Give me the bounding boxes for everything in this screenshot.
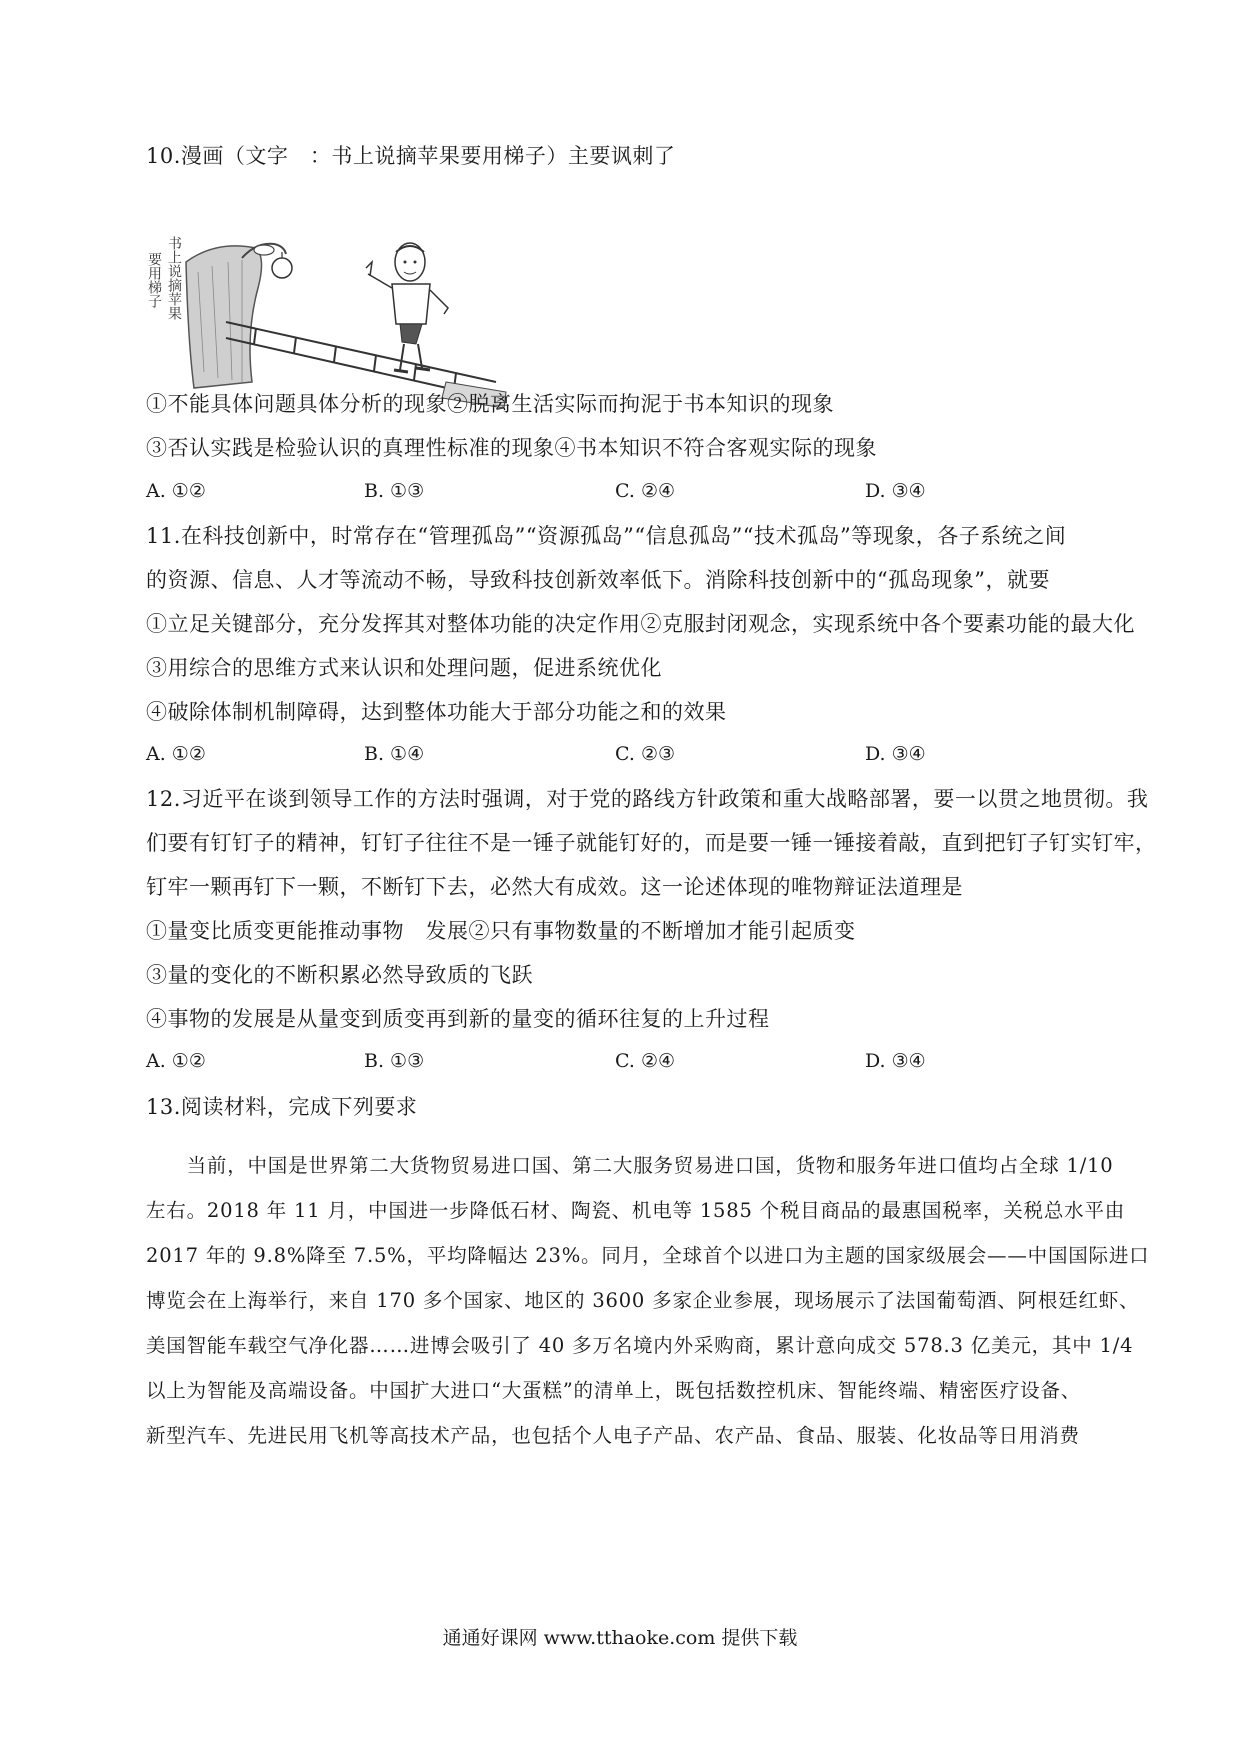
q12-stem-line-2: 们要有钉钉子的精神，钉钉子往往不是一锤子就能钉好的，而是要一锤一锤接着敲，直到把钉子钉实钉牢， — [146, 831, 1157, 855]
q11-option-b[interactable]: B. ①④ — [364, 743, 425, 765]
q13-material-line-6: 以上为智能及高端设备。中国扩大进口“大蛋糕”的清单上，既包括数控机床、智能终端、精密医疗设备、 — [146, 1379, 1082, 1402]
cartoon-caption-col2: 要用梯子 — [146, 252, 162, 308]
q13-material-line-1: 当前，中国是世界第二大货物贸易进口国、第二大服务贸易进口国，货物和服务年进口值均占全球 1/10 — [146, 1154, 1114, 1177]
q10-statement-1: ①不能具体问题具体分析的现象②脱离生活实际而拘泥于书本知识的现象 — [146, 392, 834, 416]
q11-stem-line-1: 11.在科技创新中，时常存在“管理孤岛”“资源孤岛”“信息孤岛”“技术孤岛”等现象，各子系统之间 — [146, 524, 1067, 548]
cartoon-caption-col1: 书上说摘苹果 — [166, 236, 182, 320]
q13-stem: 13.阅读材料，完成下列要求 — [146, 1095, 418, 1119]
q12-option-a[interactable]: A. ①② — [146, 1050, 206, 1072]
q12-option-d[interactable]: D. ③④ — [865, 1050, 926, 1072]
q11-option-c[interactable]: C. ②③ — [615, 743, 676, 765]
q12-option-c[interactable]: C. ②④ — [615, 1050, 676, 1072]
q12-option-b[interactable]: B. ①③ — [364, 1050, 425, 1072]
page-footer[interactable]: 通通好课网 www.tthaoke.com 提供下载 — [442, 1627, 798, 1649]
q10-option-b[interactable]: B. ①③ — [364, 480, 425, 502]
q10-option-d[interactable]: D. ③④ — [865, 480, 926, 502]
q11-stem-line-2: 的资源、信息、人才等流动不畅，导致科技创新效率低下。消除科技创新中的“孤岛现象”，就要 — [146, 568, 1050, 592]
q10-option-c[interactable]: C. ②④ — [615, 480, 676, 502]
q11-option-a[interactable]: A. ①② — [146, 743, 206, 765]
q12-statement-2: ③量的变化的不断积累必然导致质的飞跃 — [146, 963, 533, 987]
q12-statement-1: ①量变比质变更能推动事物 发展②只有事物数量的不断增加才能引起质变 — [146, 919, 856, 943]
q13-material-line-3: 2017 年的 9.8%降至 7.5%，平均降幅达 23%。同月，全球首个以进口为主题的国家级展会——中国国际进口 — [146, 1244, 1150, 1267]
q11-statement-3: ④破除体制机制障碍，达到整体功能大于部分功能之和的效果 — [146, 700, 727, 724]
q10-statement-2: ③否认实践是检验认识的真理性标准的现象④书本知识不符合客观实际的现象 — [146, 436, 877, 460]
q12-stem-line-3: 钉牢一颗再钉下一颗，不断钉下去，必然大有成效。这一论述体现的唯物辩证法道理是 — [146, 875, 963, 899]
q13-material-line-4: 博览会在上海举行，来自 170 多个国家、地区的 3600 多家企业参展，现场展示了法国葡萄酒、阿根廷红虾、 — [146, 1289, 1140, 1312]
q10-option-a[interactable]: A. ①② — [146, 480, 206, 502]
q11-statement-1: ①立足关键部分，充分发挥其对整体功能的决定作用②克服封闭观念，实现系统中各个要素功能的最大化 — [146, 612, 1135, 636]
q13-material-line-2: 左右。2018 年 11 月，中国进一步降低石材、陶瓷、机电等 1585 个税目商品的最惠国税率，关税总水平由 — [146, 1199, 1126, 1222]
q12-statement-3: ④事物的发展是从量变到质变再到新的量变的循环往复的上升过程 — [146, 1007, 770, 1031]
q12-stem-line-1: 12.习近平在谈到领导工作的方法时强调，对于党的路线方针政策和重大战略部署，要一以贯之地贯彻。我 — [146, 787, 1149, 811]
q13-material-line-7: 新型汽车、先进民用飞机等高技术产品，也包括个人电子产品、农产品、食品、服装、化妆品等日用消费 — [146, 1424, 1080, 1447]
q11-statement-2: ③用综合的思维方式来认识和处理问题，促进系统优化 — [146, 656, 662, 680]
q11-option-d[interactable]: D. ③④ — [865, 743, 926, 765]
q10-stem: 10.漫画（文字 ：书上说摘苹果要用梯子）主要讽刺了 — [146, 144, 676, 168]
q13-material-line-5: 美国智能车载空气净化器……进博会吸引了 40 多万名境内外采购商，累计意向成交 578.3 亿美元，其中 1/4 — [146, 1334, 1134, 1357]
